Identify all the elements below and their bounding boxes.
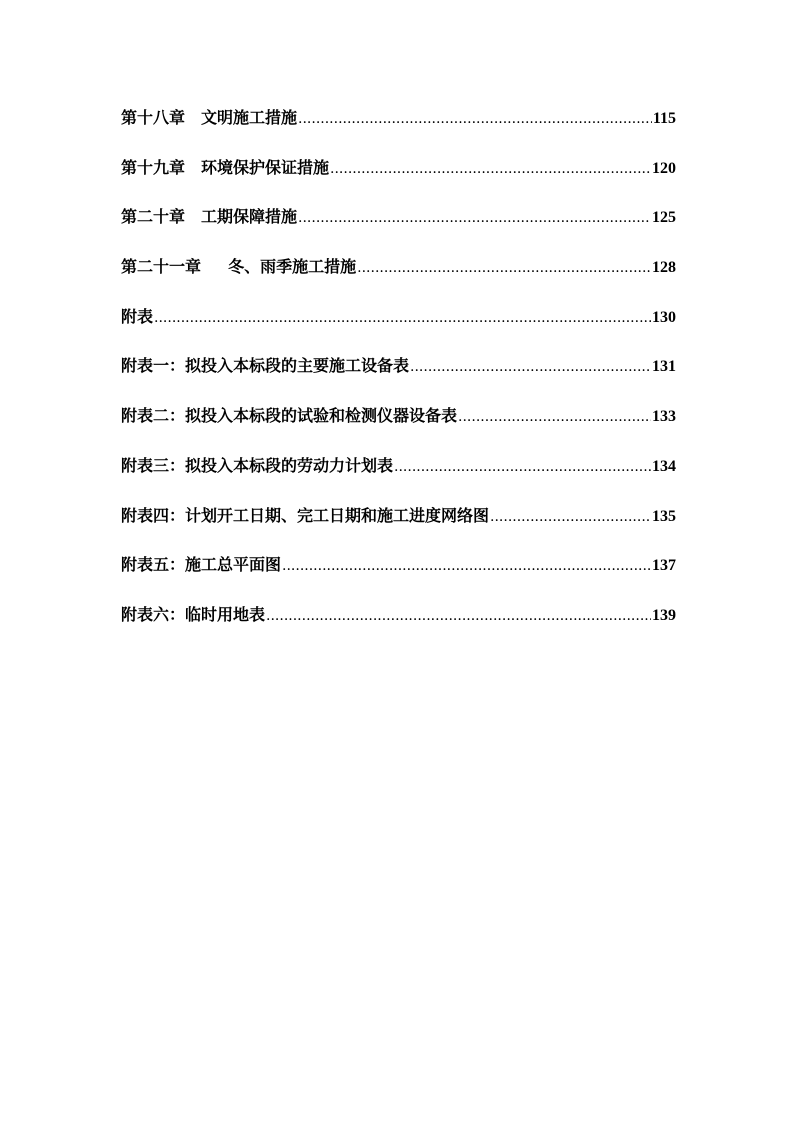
toc-entry-title: 附表 bbox=[121, 306, 154, 326]
toc-entry-appendix[interactable] bbox=[121, 305, 676, 355]
toc-page-number: 134 bbox=[652, 457, 676, 475]
toc-page-number: 139 bbox=[652, 606, 676, 624]
toc-entry-chapter-18[interactable] bbox=[121, 106, 676, 156]
toc-dot-leader bbox=[410, 355, 651, 379]
toc-entry-title: 第二十章 工期保障措施 bbox=[121, 207, 298, 227]
toc-dot-leader bbox=[394, 455, 651, 479]
toc-dot-leader bbox=[266, 604, 651, 628]
toc-dot-leader bbox=[298, 107, 652, 131]
toc-dot-leader bbox=[154, 306, 651, 330]
toc-page-number: 125 bbox=[652, 209, 676, 227]
toc-page-number: 133 bbox=[652, 408, 676, 426]
toc-dot-leader bbox=[298, 206, 651, 230]
toc-entry-appendix-5[interactable] bbox=[121, 553, 676, 603]
toc-entry-title: 第十九章 环境保护保证措施 bbox=[121, 157, 330, 177]
toc-entry-title: 附表二：拟投入本标段的试验和检测仪器设备表 bbox=[121, 406, 458, 426]
toc-entry-title: 第二十一章 冬、雨季施工措施 bbox=[121, 257, 357, 277]
toc-dot-leader bbox=[330, 157, 651, 181]
toc-entry-chapter-21[interactable] bbox=[121, 255, 676, 305]
toc-page-number: 131 bbox=[652, 358, 676, 376]
toc-page-number: 135 bbox=[652, 507, 676, 525]
toc-entry-title: 附表六：临时用地表 bbox=[121, 604, 266, 624]
toc-page-number: 128 bbox=[652, 259, 676, 277]
toc-entry-title: 附表四：计划开工日期、完工日期和施工进度网络图 bbox=[121, 505, 490, 525]
toc-page-number: 130 bbox=[652, 308, 676, 326]
toc-page-number: 120 bbox=[652, 159, 676, 177]
toc-dot-leader bbox=[490, 505, 651, 529]
toc-entry-appendix-1[interactable] bbox=[121, 354, 676, 404]
table-of-contents bbox=[121, 106, 676, 653]
toc-entry-appendix-6[interactable] bbox=[121, 603, 676, 653]
toc-entry-title: 附表一：拟投入本标段的主要施工设备表 bbox=[121, 356, 410, 376]
toc-dot-leader bbox=[357, 256, 651, 280]
toc-entry-title: 第十八章 文明施工措施 bbox=[121, 108, 298, 127]
toc-entry-chapter-20[interactable] bbox=[121, 205, 676, 255]
toc-entry-appendix-2[interactable] bbox=[121, 404, 676, 454]
toc-entry-appendix-4[interactable] bbox=[121, 504, 676, 554]
toc-entry-chapter-19[interactable] bbox=[121, 156, 676, 206]
toc-dot-leader bbox=[282, 554, 651, 578]
toc-page-number: 137 bbox=[652, 557, 676, 575]
toc-dot-leader bbox=[458, 405, 651, 429]
toc-page-number: 115 bbox=[652, 110, 676, 127]
toc-entry-title: 附表三：拟投入本标段的劳动力计划表 bbox=[121, 455, 394, 475]
toc-entry-title: 附表五：施工总平面图 bbox=[121, 555, 282, 575]
toc-entry-appendix-3[interactable] bbox=[121, 454, 676, 504]
